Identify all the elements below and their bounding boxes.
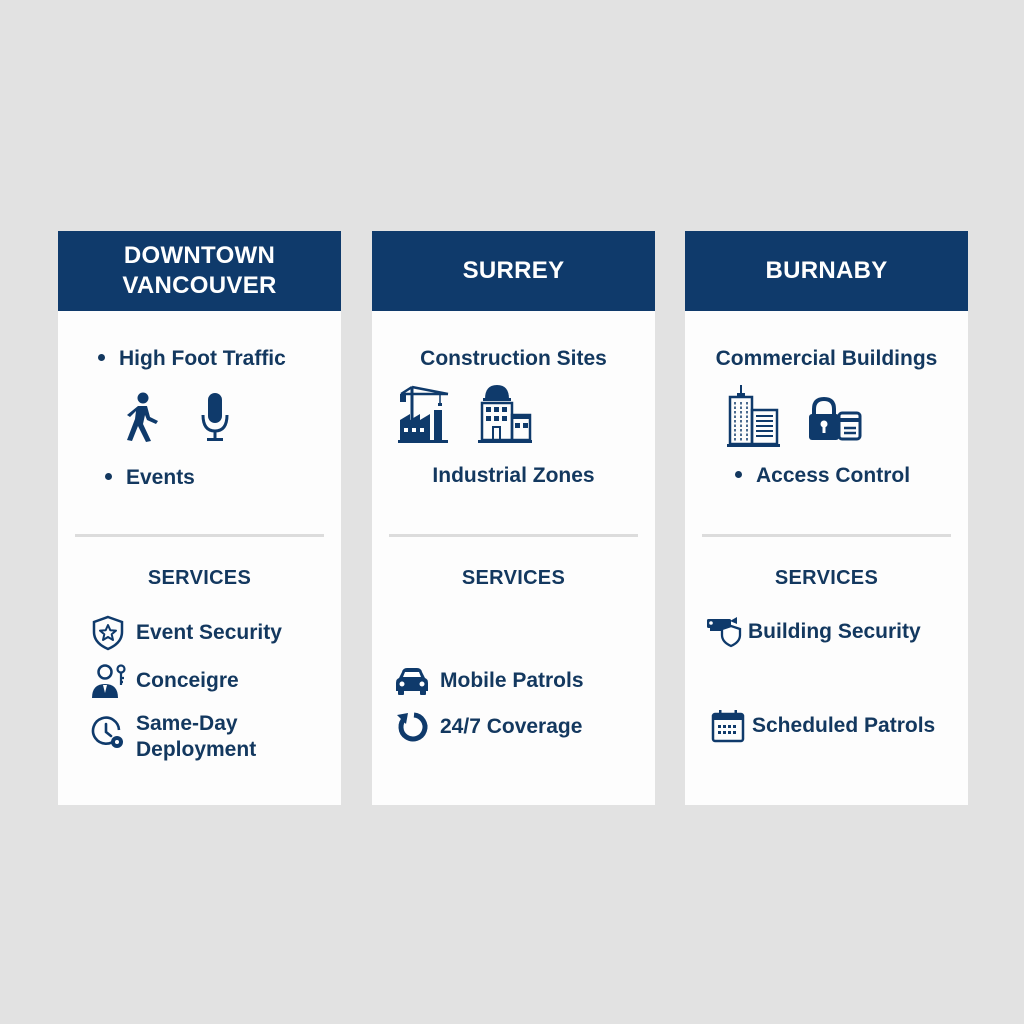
card-title: SURREY (462, 257, 565, 284)
service-mobile-patrols (394, 663, 584, 699)
crane-factory-icon (398, 383, 450, 443)
service-same-day-deployment (90, 711, 256, 763)
services-title: SERVICES (461, 567, 566, 589)
office-towers-icon (727, 385, 781, 447)
service-event-security (90, 615, 282, 651)
clock-gear-icon (90, 715, 126, 751)
car-icon (394, 663, 430, 699)
padlock-card-icon (808, 397, 862, 441)
microphone-icon (200, 391, 230, 443)
service-label: 24/7 Coverage (440, 715, 583, 738)
feature-industrial-zones: Industrial Zones (432, 464, 595, 487)
card-title-line1: DOWNTOWN (123, 242, 276, 269)
services-title: SERVICES (774, 567, 879, 589)
card-downtown-vancouver (58, 231, 341, 805)
service-label: Event Security (136, 621, 282, 644)
hardhat-building-icon (478, 383, 534, 443)
feature-high-foot-traffic: High Foot Traffic (98, 347, 286, 371)
shield-star-icon (90, 615, 126, 651)
card-header (372, 231, 655, 311)
concierge-key-icon (90, 663, 126, 699)
divider (389, 534, 638, 537)
card-header (58, 231, 341, 311)
service-label: Scheduled Patrols (752, 714, 936, 737)
service-building-security (706, 614, 921, 650)
card-header (685, 231, 968, 311)
card-burnaby (685, 231, 968, 805)
refresh-cycle-icon (394, 709, 430, 745)
camera-shield-icon (706, 614, 742, 650)
feature-access-control: Access Control (735, 464, 910, 488)
feature-construction-sites: Construction Sites (420, 347, 607, 370)
service-conceigre (90, 663, 239, 699)
card-title: BURNABY (765, 257, 888, 284)
divider (702, 534, 951, 537)
service-label: Same-Day Deployment (136, 712, 257, 761)
card-title-line2: VANCOUVER (122, 272, 277, 299)
service-scheduled-patrols (710, 708, 935, 744)
feature-events: Events (105, 466, 195, 490)
walking-person-icon (124, 391, 160, 443)
calendar-icon (710, 708, 746, 744)
divider (75, 534, 324, 537)
card-surrey (372, 231, 655, 805)
feature-commercial-buildings: Commercial Buildings (715, 347, 938, 370)
service-label: Mobile Patrols (440, 669, 584, 692)
service-label: Conceigre (136, 669, 239, 692)
services-title: SERVICES (147, 567, 252, 589)
service-label: Building Security (748, 620, 921, 643)
service-24-7-coverage (394, 709, 582, 745)
